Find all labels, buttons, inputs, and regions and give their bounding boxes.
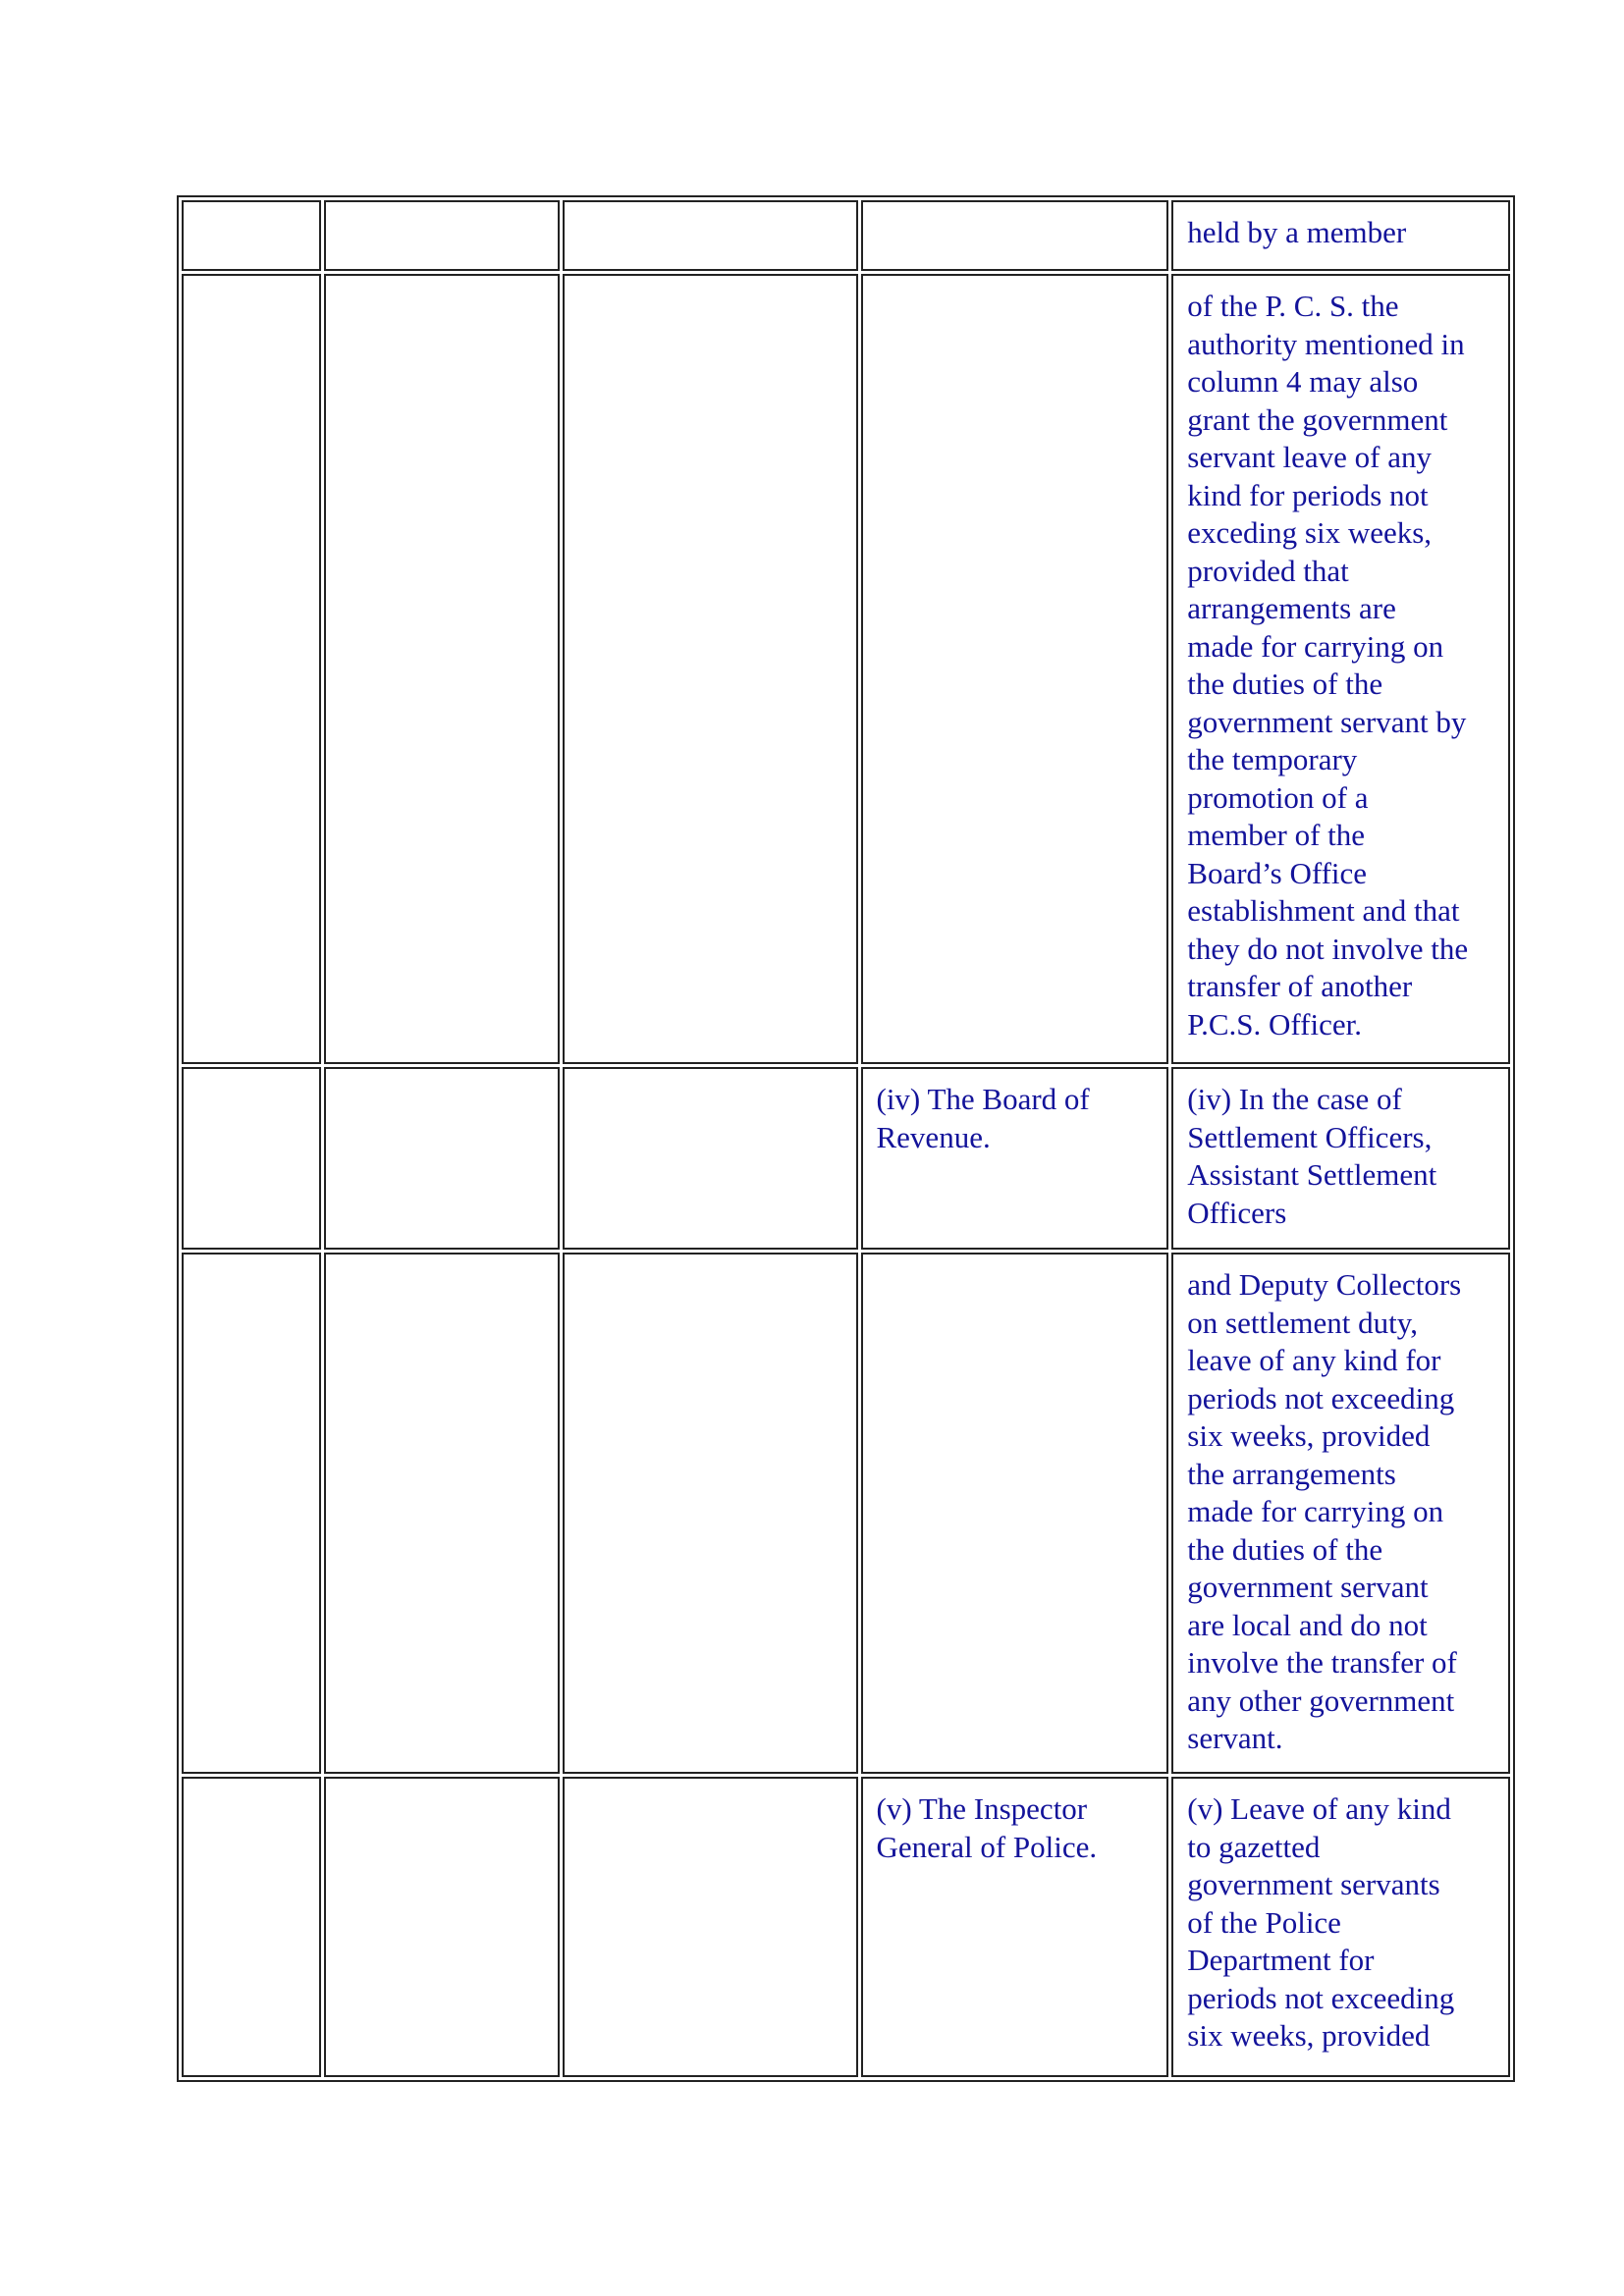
table-row <box>182 200 1510 271</box>
table-cell-authority <box>861 200 1169 271</box>
table-cell-extent <box>1171 1067 1510 1250</box>
authority-text: (v) The Inspector General of Police. <box>876 1791 1098 1864</box>
extent-text: (v) Leave of any kind to gazetted government servants of the Police Department for periods not exceeding six weeks, provided <box>1187 1791 1455 2053</box>
extent-text: of the P. C. S. the authority mentioned in column 4 may also grant the government servant leave of any kind for periods not exceding six weeks, provided that arrangements are made for carrying on the duties of the government servant by the temporary promotion of a member of the Board’s Office establishment and that they do not involve the transfer of another P.C.S. Officer. <box>1187 289 1469 1041</box>
table-cell-authority <box>861 1777 1169 2077</box>
extent-text: (iv) In the case of Settlement Officers, Assistant Settlement Officers <box>1187 1082 1437 1230</box>
table-cell-col3 <box>563 200 858 271</box>
table-cell-authority <box>861 1253 1169 1774</box>
extent-text: and Deputy Collectors on settlement duty, leave of any kind for periods not exceeding six weeks, provided the arrangements made for carrying on the duties of the government servant are local and do not involve the transfer of any other government servant. <box>1187 1267 1462 1755</box>
table-cell-col3 <box>563 1777 858 2077</box>
table-cell-col3 <box>563 1253 858 1774</box>
leave-authority-table <box>177 195 1515 2082</box>
table-row <box>182 274 1510 1064</box>
table-cell-col2 <box>324 1067 560 1250</box>
table-row <box>182 1067 1510 1250</box>
authority-text: (iv) The Board of Revenue. <box>876 1082 1090 1154</box>
table-cell-col1 <box>182 274 321 1064</box>
table-cell-authority <box>861 1067 1169 1250</box>
table-cell-col2 <box>324 1253 560 1774</box>
table-cell-col3 <box>563 274 858 1064</box>
table-cell-col1 <box>182 1253 321 1774</box>
extent-text: held by a member <box>1187 215 1407 249</box>
table-cell-col3 <box>563 1067 858 1250</box>
table-cell-col2 <box>324 1777 560 2077</box>
table-cell-col1 <box>182 200 321 271</box>
table-cell-col1 <box>182 1777 321 2077</box>
table-cell-col2 <box>324 200 560 271</box>
table-row <box>182 1777 1510 2077</box>
table-row <box>182 1253 1510 1774</box>
table-cell-extent <box>1171 274 1510 1064</box>
table-cell-col2 <box>324 274 560 1064</box>
table-cell-extent <box>1171 1777 1510 2077</box>
table-cell-extent <box>1171 200 1510 271</box>
table-cell-authority <box>861 274 1169 1064</box>
table-cell-col1 <box>182 1067 321 1250</box>
table-cell-extent <box>1171 1253 1510 1774</box>
